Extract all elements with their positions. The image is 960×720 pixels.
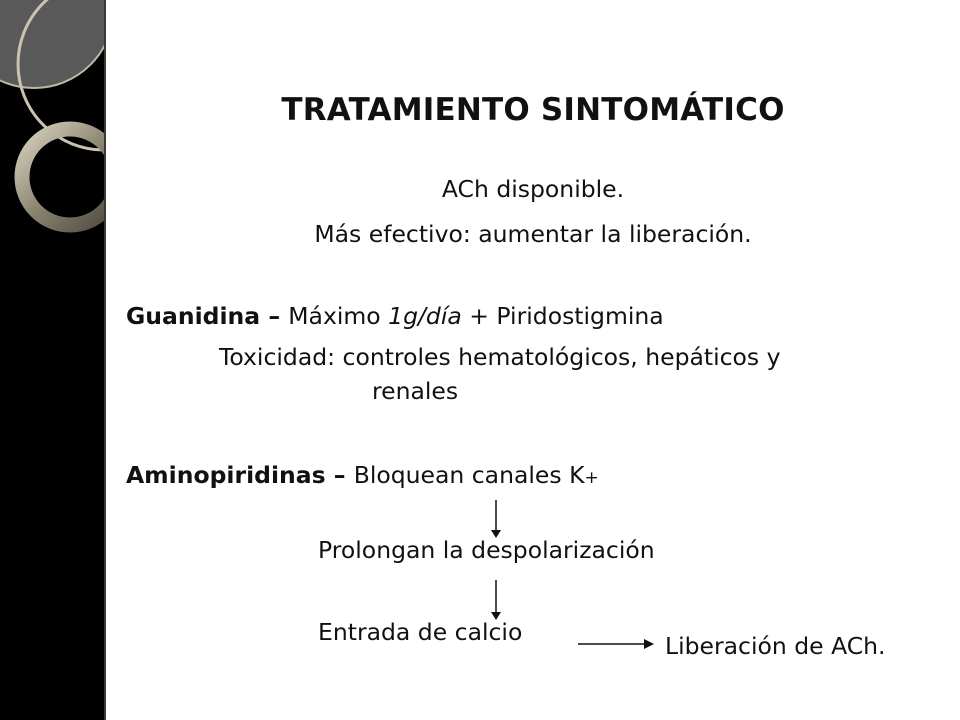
guanidina-text-b: + Piridostigmina: [461, 302, 664, 330]
decorative-ring: [22, 129, 106, 225]
guanidina-term: Guanidina: [126, 302, 261, 330]
aminopiridinas-step-2: Entrada de calcio: [318, 618, 523, 646]
aminopiridinas-step-1: Prolongan la despolarización: [318, 536, 655, 564]
aminopiridinas-line: [126, 461, 599, 489]
toxicity-line-2: renales: [372, 377, 459, 405]
decorative-rings-graphic: [0, 0, 106, 720]
aminopiridinas-dash: –: [325, 461, 354, 489]
aminopiridinas-result: Liberación de ACh.: [665, 632, 886, 660]
guanidina-text-a: Máximo: [288, 302, 389, 330]
subtitle-line-1: ACh disponible.: [441, 175, 625, 203]
aminopiridinas-text: Bloquean canales K: [353, 461, 585, 489]
decorative-sidebar: [0, 0, 106, 720]
potassium-superscript: +: [584, 468, 599, 488]
aminopiridinas-term: Aminopiridinas: [126, 461, 326, 489]
decorative-circle: [0, 0, 106, 88]
slide-content: [106, 0, 960, 720]
down-arrow-icon: [486, 580, 506, 622]
toxicity-line-1: Toxicidad: controles hematológicos, hepáticos y: [219, 343, 781, 371]
guanidina-dash: –: [260, 302, 289, 330]
slide-title: TRATAMIENTO SINTOMÁTICO: [281, 92, 785, 128]
subtitle-line-2: Más efectivo: aumentar la liberación.: [314, 220, 752, 248]
guanidina-line: [126, 302, 664, 330]
right-arrow-icon: [578, 636, 658, 652]
down-arrow-icon: [486, 500, 506, 540]
guanidina-dose: 1g/día: [388, 302, 462, 330]
